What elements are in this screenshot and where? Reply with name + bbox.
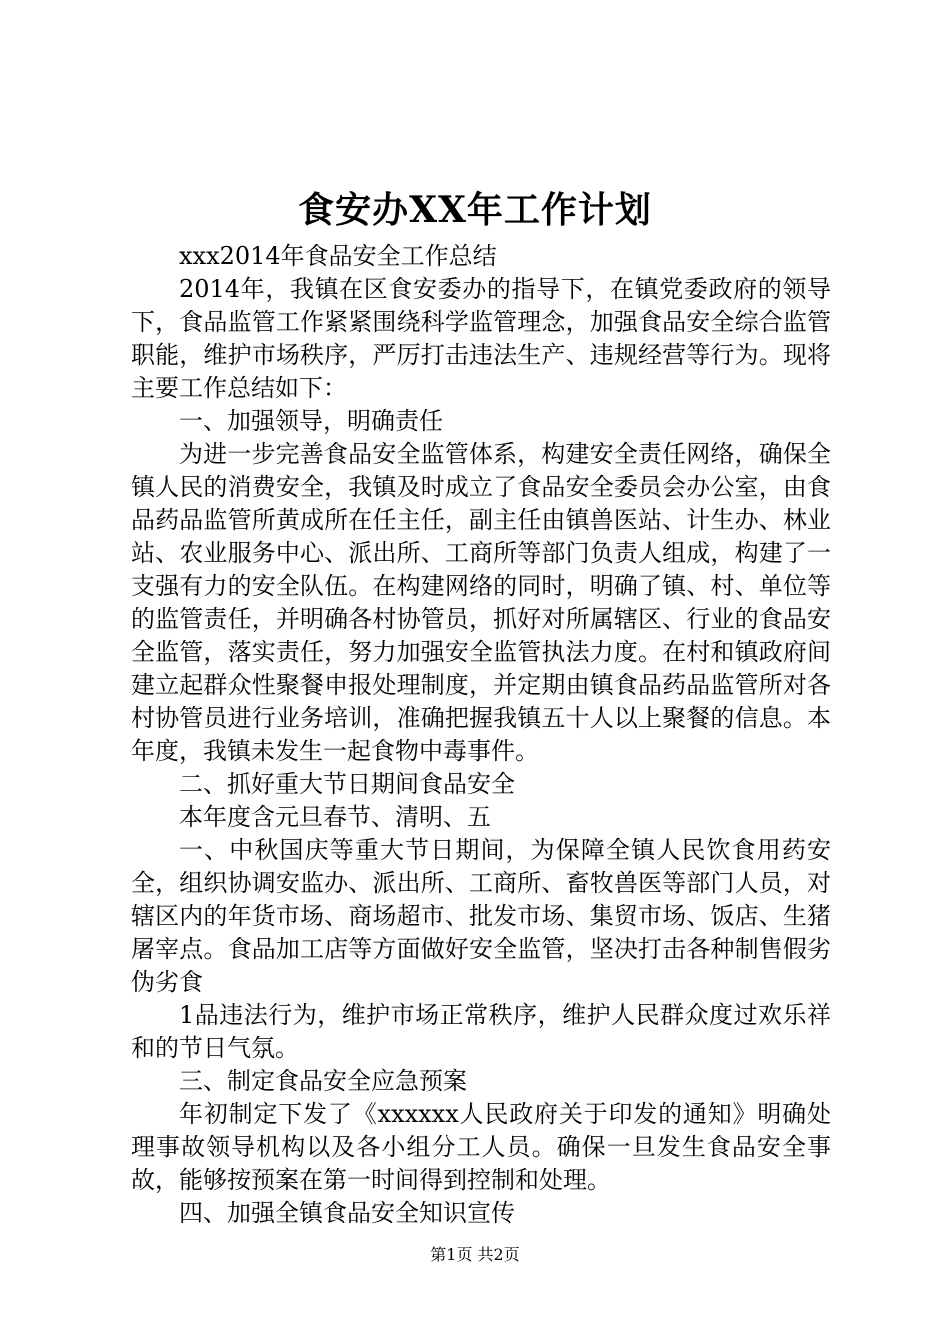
section-heading-4: 四、加强全镇食品安全知识宣传 <box>179 1199 515 1227</box>
paragraph-section-2b: 一、中秋国庆等重大节日期间，为保障全镇人民饮食用药安全，组织协调安监办、派出所、工商所、畜牧兽医等部门人员，对辖区内的年货市场、商场超市、批发市场、集贸市场、饭店、生猪屠宰点。食品加工店等方面做好安全监管，坚决打击各种制售假劣伪劣食 <box>131 836 831 996</box>
paragraph-heading-summary: xxx2014年食品安全工作总结 <box>179 242 497 270</box>
paragraph-section-2c: 1品违法行为，维护市场正常秩序，维护人民群众度过欢乐祥和的节日气氛。 <box>131 1001 831 1062</box>
document-title: 食安办XX年工作计划 <box>298 189 652 231</box>
paragraph-section-2a: 本年度含元旦春节、清明、五 <box>179 803 491 831</box>
paragraph-intro: 2014年，我镇在区食安委办的指导下，在镇党委政府的领导下，食品监管工作紧紧围绕科学监管理念，加强食品安全综合监管职能，维护市场秩序，严厉打击违法生产、违规经营等行为。现将主要工作总结如下： <box>131 275 831 402</box>
paragraph-section-1: 为进一步完善食品安全监管体系，构建安全责任网络，确保全镇人民的消费安全，我镇及时成立了食品安全委员会办公室，由食品药品监管所黄成所在任主任，副主任由镇兽医站、计生办、林业站、农业服务中心、派出所、工商所等部门负责人组成，构建了一支强有力的安全队伍。在构建网络的同时，明确了镇、村、单位等的监管责任，并明确各村协管员，抓好对所属辖区、行业的食品安全监管，落实责任，努力加强安全监管执法力度。在村和镇政府间建立起群众性聚餐申报处理制度，并定期由镇食品药品监管所对各村协管员进行业务培训，准确把握我镇五十人以上聚餐的信息。本年度，我镇未发生一起食物中毒事件。 <box>131 440 831 765</box>
page-footer: 第1页 共2页 <box>430 1245 520 1264</box>
section-heading-1: 一、加强领导，明确责任 <box>179 407 443 435</box>
paragraph-section-3: 年初制定下发了《xxxxxx人民政府关于印发的通知》明确处理事故领导机构以及各小组分工人员。确保一旦发生食品安全事故，能够按预案在第一时间得到控制和处理。 <box>131 1100 831 1194</box>
document-body <box>131 240 831 1230</box>
section-heading-3: 三、制定食品安全应急预案 <box>179 1067 467 1095</box>
section-heading-2: 二、抓好重大节日期间食品安全 <box>179 770 515 798</box>
